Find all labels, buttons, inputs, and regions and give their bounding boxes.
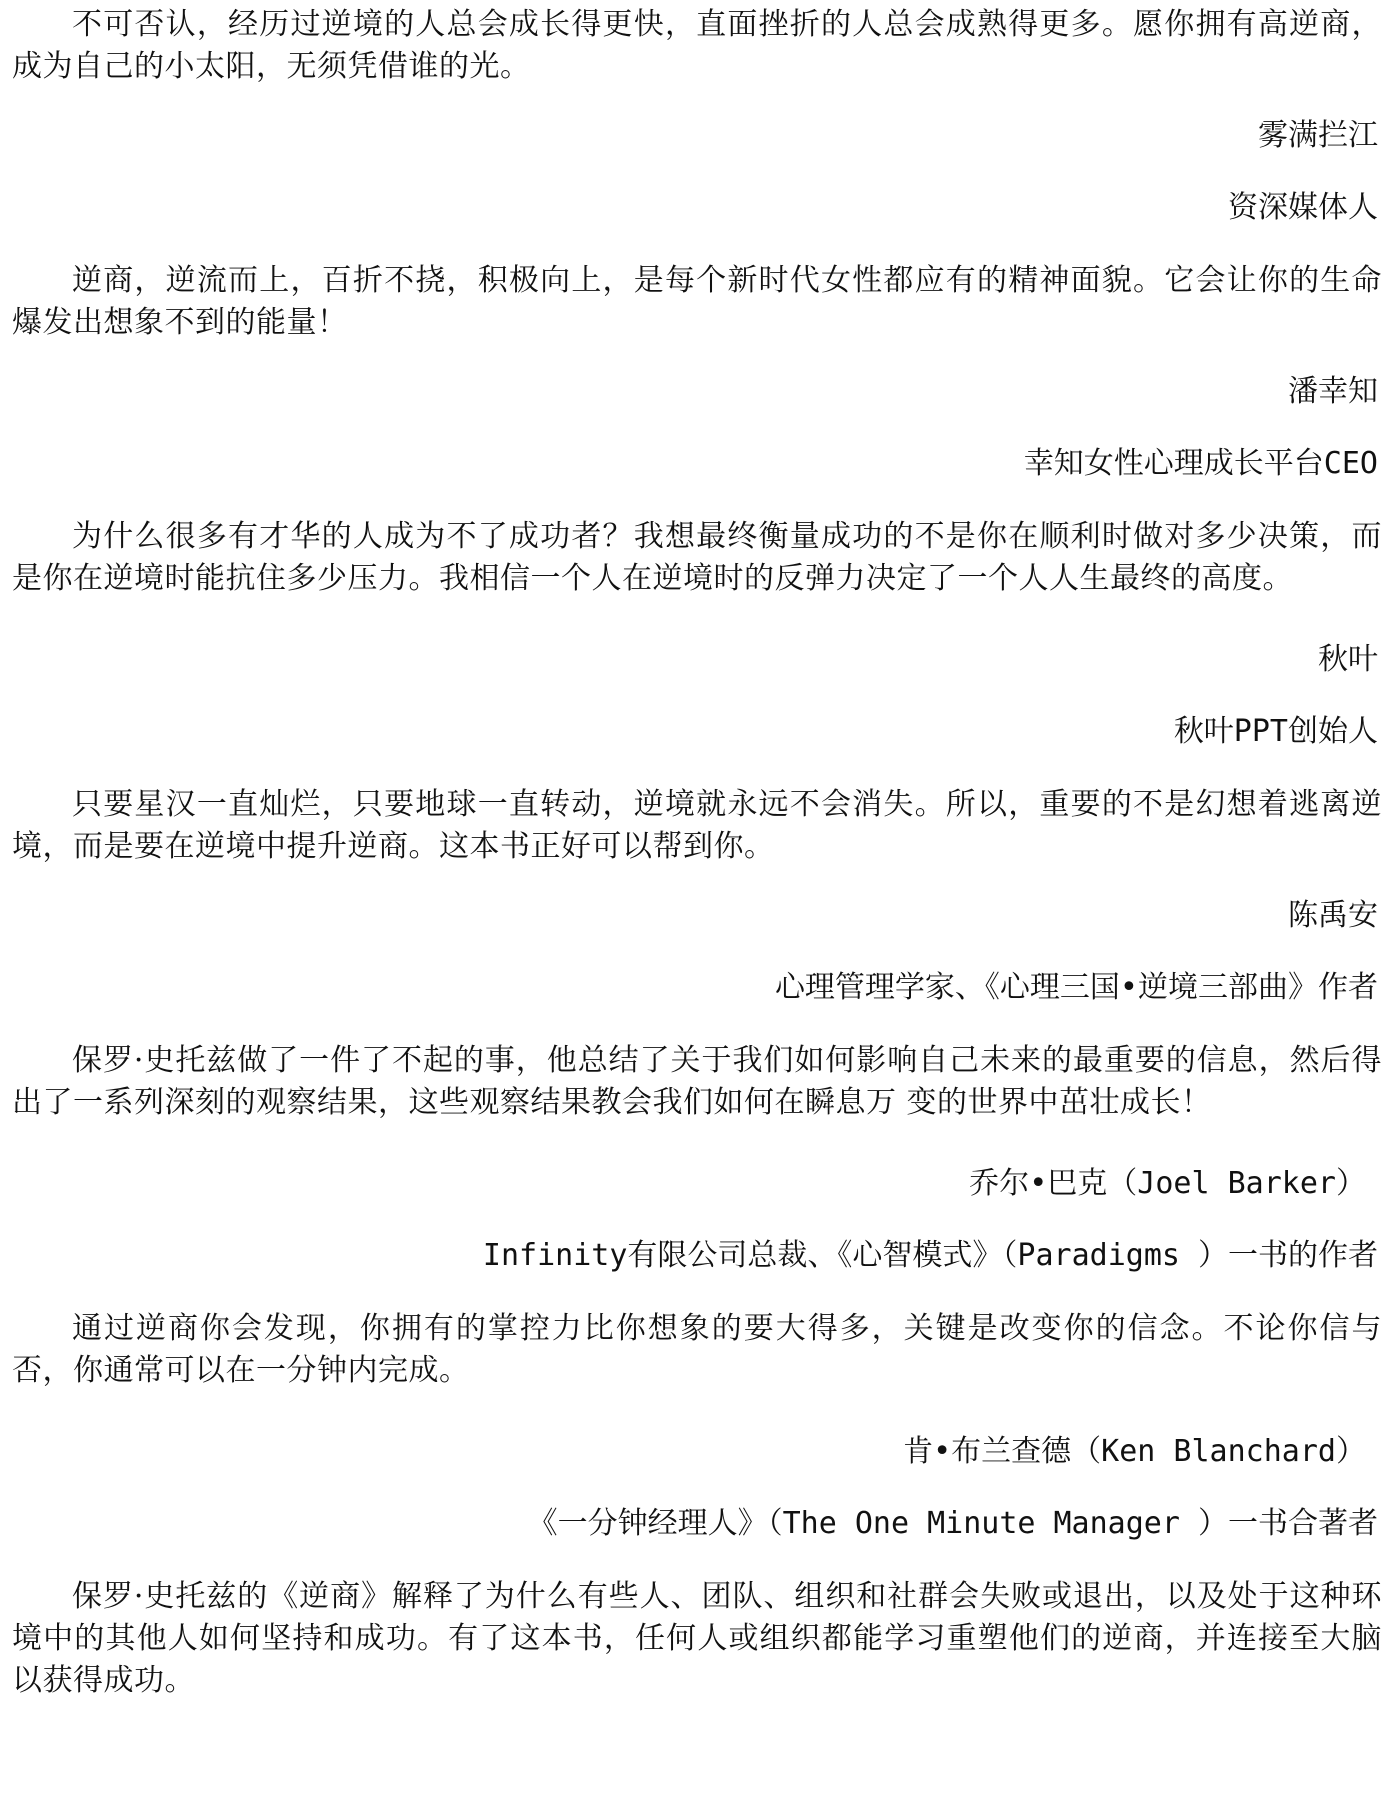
testimonial-author: 秋叶 (1318, 642, 1378, 677)
testimonial-author-title: 心理管理学家、《心理三国•逆境三部曲》作者 (774, 970, 1378, 1005)
testimonial-author: 潘幸知 (1288, 374, 1378, 409)
testimonial-3 (12, 516, 1382, 750)
testimonial-4 (12, 784, 1382, 1006)
testimonial-quote: 逆商，逆流而上，百折不挠，积极向上，是每个新时代女性都应有的精神面貌。它会让你的生命爆发出想象不到的能量！ (12, 263, 1382, 340)
testimonial-quote: 保罗·史托兹的《逆商》解释了为什么有些人、团队、组织和社群会失败或退出，以及处于这种环境中的其他人如何坚持和成功。有了这本书，任何人或组织都能学习重塑他们的逆商，并连接至大脑以获得成功。 (12, 1579, 1382, 1698)
testimonial-author-title: Infinity有限公司总裁、《心智模式》（Paradigms ）一书的作者 (482, 1238, 1378, 1273)
testimonial-6 (12, 1308, 1382, 1542)
testimonial-quote: 为什么很多有才华的人成为不了成功者？我想最终衡量成功的不是你在顺利时做对多少决策，而是你在逆境时能抗住多少压力。我相信一个人在逆境时的反弹力决定了一个人人生最终的高度。 (12, 519, 1382, 596)
testimonial-1 (12, 4, 1382, 226)
testimonial-author: 肯•布兰查德（Ken Blanchard） (903, 1434, 1366, 1469)
testimonial-7 (12, 1576, 1382, 1702)
testimonial-author-title: 幸知女性心理成长平台CEO (1023, 446, 1378, 481)
testimonial-author-title: 《一分钟经理人》（The One Minute Manager ）一书合著者 (527, 1506, 1378, 1541)
testimonial-5 (12, 1040, 1382, 1274)
testimonial-author: 雾满拦江 (1258, 118, 1378, 153)
testimonial-quote: 保罗·史托兹做了一件了不起的事，他总结了关于我们如何影响自己未来的最重要的信息，然后得出了一系列深刻的观察结果，这些观察结果教会我们如何在瞬息万 变的世界中茁壮成长！ (12, 1043, 1382, 1120)
testimonial-author: 陈禹安 (1288, 898, 1378, 933)
testimonial-author: 乔尔•巴克（Joel Barker） (969, 1166, 1366, 1201)
testimonial-author-title: 秋叶PPT创始人 (1173, 714, 1378, 749)
testimonial-author-title: 资深媒体人 (1228, 190, 1378, 225)
testimonial-quote: 不可否认，经历过逆境的人总会成长得更快，直面挫折的人总会成熟得更多。愿你拥有高逆商，成为自己的小太阳，无须凭借谁的光。 (12, 7, 1382, 84)
testimonial-quote: 通过逆商你会发现，你拥有的掌控力比你想象的要大得多，关键是改变你的信念。不论你信与否，你通常可以在一分钟内完成。 (12, 1311, 1382, 1388)
testimonial-2 (12, 260, 1382, 482)
document-page (12, 0, 1382, 1698)
testimonial-quote: 只要星汉一直灿烂，只要地球一直转动，逆境就永远不会消失。所以，重要的不是幻想着逃离逆境，而是要在逆境中提升逆商。这本书正好可以帮到你。 (12, 787, 1382, 864)
